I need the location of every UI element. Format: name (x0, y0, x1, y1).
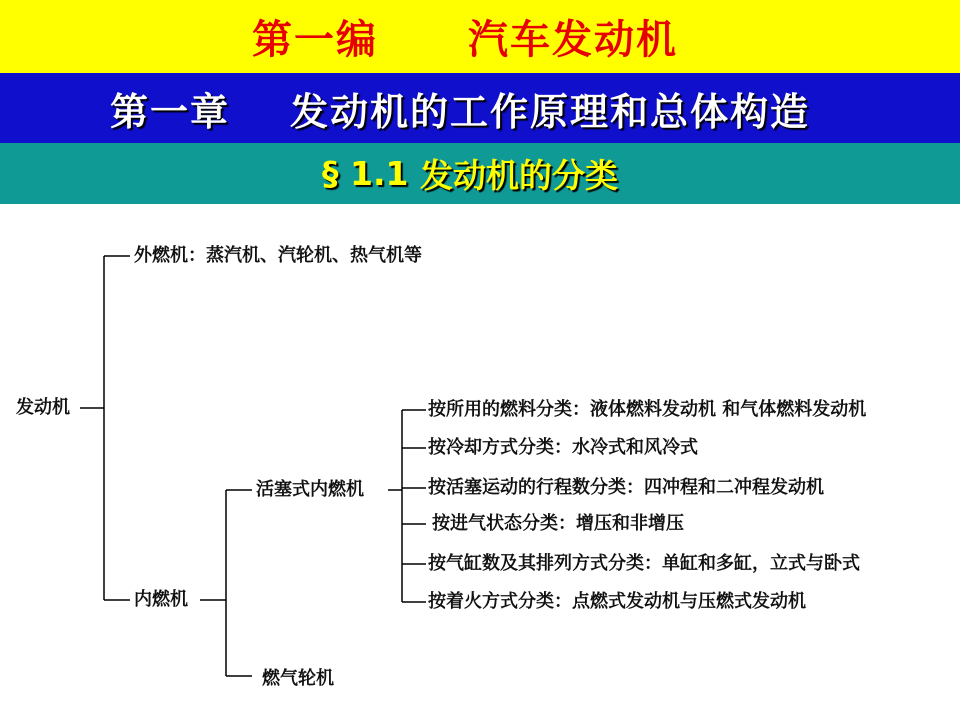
node-classification-intake: 按进气状态分类：增压和非增压 (432, 513, 684, 534)
node-piston-engine: 活塞式内燃机 (256, 479, 364, 500)
node-engine: 发动机 (16, 397, 70, 418)
node-external-combustion: 外燃机：蒸汽机、汽轮机、热气机等 (134, 245, 422, 266)
node-classification-ignition: 按着火方式分类：点燃式发动机与压燃式发动机 (428, 591, 806, 612)
part-title: 汽车发动机 (468, 17, 678, 63)
node-classification-cooling: 按冷却方式分类：水冷式和风冷式 (428, 437, 698, 458)
section-label: § 1.1 (322, 154, 409, 193)
part-label: 第一编 (252, 17, 378, 63)
node-internal-combustion: 内燃机 (134, 589, 188, 610)
node-classification-strokes: 按活塞运动的行程数分类：四冲程和二冲程发动机 (428, 477, 824, 498)
section-title: 发动机的分类 (420, 156, 618, 195)
node-classification-cylinders: 按气缸数及其排列方式分类：单缸和多缸，立式与卧式 (428, 553, 860, 574)
chapter-label: 第一章 (110, 89, 231, 134)
chapter-title: 发动机的工作原理和总体构造 (290, 89, 811, 134)
node-gas-turbine: 燃气轮机 (262, 668, 334, 689)
node-classification-fuel: 按所用的燃料分类：液体燃料发动机 和气体燃料发动机 (428, 399, 867, 420)
